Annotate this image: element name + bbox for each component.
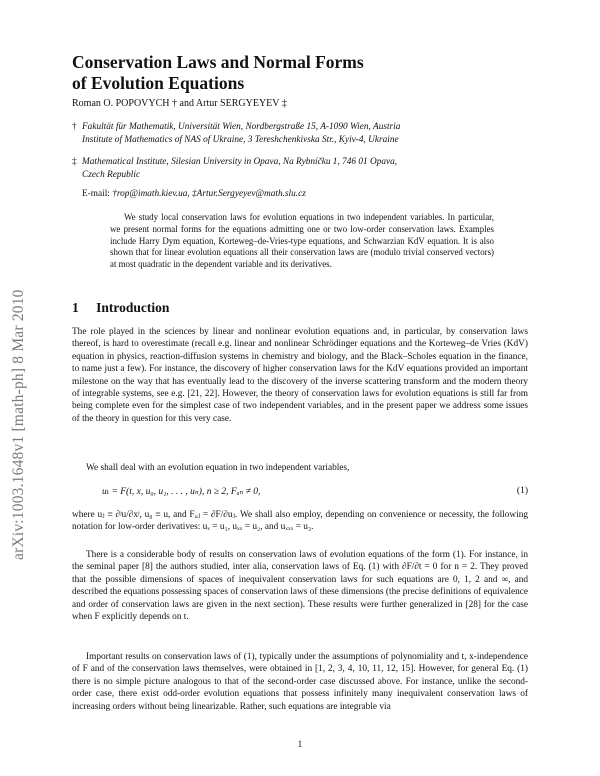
abstract: We study local conservation laws for evolution equations in two independent variables. In particular, we present normal forms for the equations admitting one or two low-order conservation laws. Examples include Harry Dym equation, Korteweg–de-Vries-type equations, and Schwarzian KdV equation. It is also shown that for linear evolution equations all their conservation laws are (modulo trivial conserved vectors) at most quadratic in the dependent variable and its derivatives. — [110, 212, 494, 270]
intro-paragraph: The role played in the sciences by linear and nonlinear evolution equations and, in particular, by conservation laws thereof, is hard to overestimate (recall e.g. linear and nonlinear Schrödinger equations and the Korteweg–de Vries (KdV) equation in physics, reaction-diffusion systems in chemistry and biology, and the Black–Scholes equation in the finance, to name just a few). For instance, the discovery of higher conservation laws for the KdV equations provided an important milestone on the way that has eventually lead to the discovery of the inverse scattering transform and the modern theory of integrable systems, see e.g. [21, 22]. However, the theory of conservation laws for evolution equations is still far from being complete even for the simplest case of two independent variables, and in the present paper we address some issues of the theory in question for this very case. — [72, 327, 528, 424]
email-label: E-mail: — [82, 189, 110, 199]
affiliation-line: Czech Republic — [82, 169, 141, 180]
affiliation-mark: † — [72, 122, 77, 132]
arxiv-identifier: arXiv:1003.1648v1 [math-ph] 8 Mar 2010 — [10, 289, 27, 560]
intro-paragraph: Important results on conservation laws of (1), typically under the assumptions of polynomiality and t, x-independence of F and of the conservation laws themselves, were obtained in [1, 2, 3, 4, 10, 11, 12, 15]. However, for general Eq. (1) there is no simple picture analogous to that of the second-order case discussed above. For instance, unlike the second-order case, there exist odd-order evolution equations that possess infinitely many inequivalent conservation laws of increasing orders without being linearizable. Rather, such equations are integrable via — [72, 652, 528, 712]
affiliation-line: Institute of Mathematics of NAS of Ukraine, 3 Tereshchenkivska Str., Kyiv-4, Ukraine — [82, 134, 399, 145]
title-line-2: of Evolution Equations — [72, 73, 245, 93]
author-list: Roman O. POPOVYCH † and Artur SERGYEYEV ‡ — [72, 98, 287, 109]
affiliation-mark: ‡ — [72, 157, 77, 167]
title-line-1: Conservation Laws and Normal Forms — [72, 52, 364, 72]
intro-paragraph: where uⱼ ≡ ∂ʲu/∂xʲ, u₀ ≡ u, and Fᵤⱼ = ∂F/∂uⱼ. We shall also employ, depending on convenience or necessity, the following notation for low-order derivatives: uₓ = u₁, uₓₓ = u₂, and uₓₓₓ = u₃. — [72, 510, 528, 533]
email-line — [82, 189, 306, 199]
section-number: 1 — [72, 300, 79, 315]
page-number: 1 — [297, 740, 303, 750]
section-heading — [72, 300, 169, 316]
equation-body: uₜ = F(t, x, u₀, u₁, . . . , uₙ), n ≥ 2, Fᵤₙ ≠ 0, — [102, 487, 261, 497]
section-title: Introduction — [96, 300, 170, 315]
affiliation-2 — [72, 156, 532, 181]
intro-paragraph: There is a considerable body of results on conservation laws of evolution equations of the form (1). For instance, in the seminal paper [8] the authors studied, inter alia, conservation laws of Eq. (1) with ∂F/∂t = 0 for n = 2. They proved that the possible dimensions of spaces of inequivalent conservation laws for such equations are 0, 1, 2 and ∞, and described the equations possessing spaces of conservation laws of these dimensions (the precise definitions of equivalence and order of conservation laws are given in the next section). These results were further generalized in [28] for the case when F explicitly depends on t. — [72, 550, 528, 623]
paper-title — [72, 52, 532, 94]
affiliation-line: Fakultät für Mathematik, Universität Wien, Nordbergstraße 15, A-1090 Wien, Austria — [82, 122, 401, 132]
affiliation-1 — [72, 121, 532, 146]
email-addresses[interactable]: †rop@imath.kiev.ua, ‡Artur.Sergyeyev@math.slu.cz — [112, 189, 306, 199]
affiliation-line: Mathematical Institute, Silesian University in Opava, Na Rybníčku 1, 746 01 Opava, — [82, 157, 398, 167]
intro-paragraph: We shall deal with an evolution equation in two independent variables, — [86, 463, 350, 473]
equation-tag: (1) — [516, 486, 528, 496]
